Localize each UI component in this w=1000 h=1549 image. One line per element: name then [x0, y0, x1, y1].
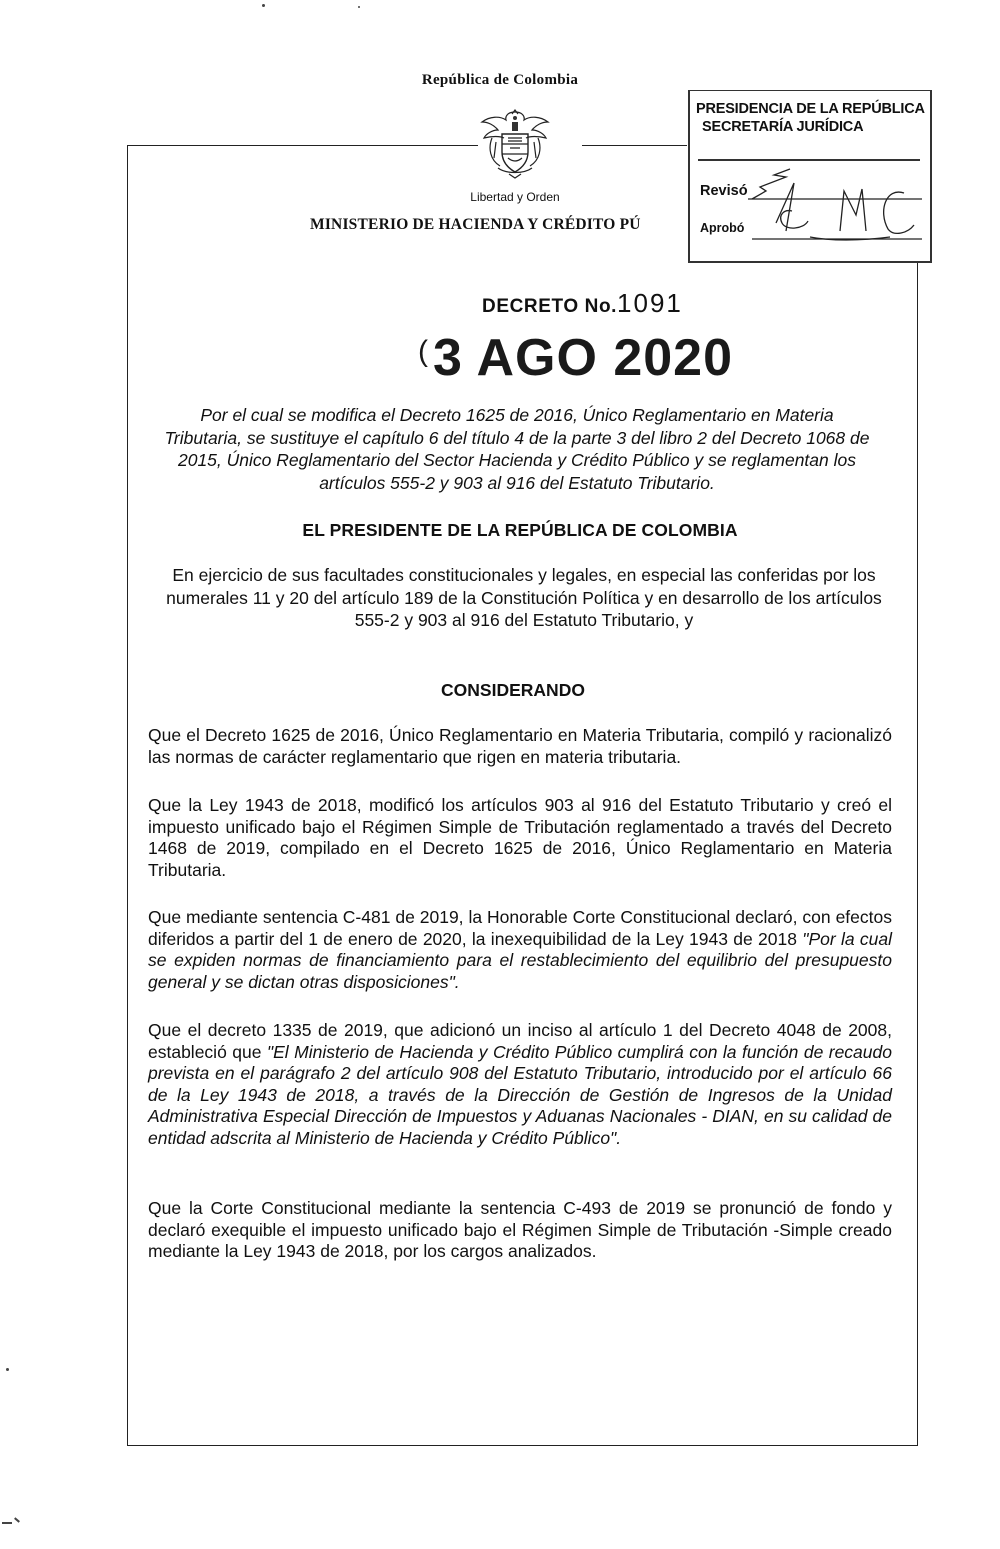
president-heading: EL PRESIDENTE DE LA REPÚBLICA DE COLOMBIA — [302, 520, 738, 540]
ministry-title: MINISTERIO DE HACIENDA Y CRÉDITO PÚ — [310, 216, 641, 233]
motto: Libertad y Orden — [470, 190, 560, 204]
header-republica: República de Colombia — [421, 72, 579, 88]
stamp-reviso-label: Revisó — [700, 183, 748, 199]
considering-paragraph-3 — [148, 907, 892, 993]
considering-heading: CONSIDERANDO — [441, 680, 585, 700]
scan-speck — [358, 6, 360, 8]
considering-paragraph-4 — [148, 1020, 892, 1149]
paragraph-3-text: Que mediante sentencia C-481 de 2019, la Honorable Corte Constitucional declaró, con efectos diferidos a partir del 1 de enero de 2020, la inexequibilidad de la Ley 1943 de 2018 — [148, 907, 892, 949]
decree-number — [482, 288, 683, 319]
scan-speck — [2, 1522, 12, 1524]
decree-label: DECRETO No. — [482, 296, 618, 317]
decree-date-stamp — [418, 328, 733, 388]
scan-speck — [14, 1517, 20, 1522]
stamp-aprobo-label: Aprobó — [700, 221, 745, 235]
scan-speck — [262, 4, 265, 7]
decree-number-value: 1091 — [617, 288, 683, 318]
considering-paragraph-2: Que la Ley 1943 de 2018, modificó los artículos 903 al 916 del Estatuto Tributario y creó el impuesto unificado bajo el Régimen Simple de Tributación reglamentado a través del Decreto 1468 de 2019, compilado en el Decreto 1625 de 2016, Único Reglamentario en Materia Tributaria. — [148, 795, 892, 880]
date-paren: ( — [418, 335, 429, 368]
paragraph-4-quote: "El Ministerio de Hacienda y Crédito Público cumplirá con la función de recaudo prevista en el parágrafo 2 del artículo 908 del Estatuto Tributario, introducido por el artículo 66 de la Ley 1943 de 2018, a través de la Dirección de Gestión de Ingresos de la Unidad Administrativa Especial Dirección de Impuestos y Aduanas Nacionales - DIAN, en su calidad de entidad adscrita al Ministerio de Hacienda y Crédito Público". — [148, 1041, 892, 1148]
exercise-clause: En ejercicio de sus facultades constitucionales y legales, en especial las conferidas por los numerales 11 y 20 del artículo 189 de la Constitución Política y en desarrollo de los artículos 555-2 y 903 al 916 del Estatuto Tributario, y — [166, 565, 882, 630]
stamp-secretaria-label: SECRETARÍA JURÍDICA — [702, 119, 864, 135]
paragraph-4-text: Que el decreto 1335 de 2019, que adicionó un inciso al artículo 1 del Decreto 4048 de 2008, estableció que — [148, 1020, 892, 1062]
presidency-stamp — [688, 90, 932, 263]
decree-date: 3 AGO 2020 — [433, 329, 734, 387]
stamp-presidency-label: PRESIDENCIA DE LA REPÚBLICA — [696, 101, 925, 117]
scan-speck — [6, 1368, 9, 1371]
considering-paragraph-5: Que la Corte Constitucional mediante la sentencia C-493 de 2019 se pronunció de fondo y declaró exequible el impuesto unificado bajo el Régimen Simple de Tributación -Simple creado mediante la Ley 1943 de 2018, por los cargos analizados. — [148, 1198, 892, 1261]
decree-epigraph: Por el cual se modifica el Decreto 1625 de 2016, Único Reglamentario en Materia Tributaria, se sustituye el capítulo 6 del título 4 de la parte 3 del libro 2 del Decreto 1068 de 2015, Único Reglamentario del Sector Hacienda y Crédito Público y se reglamentan los artículos 555-2 y 903 al 916 del Estatuto Tributario. — [164, 405, 870, 493]
paragraph-3-quote: "Por la cual se expiden normas de financiamiento para el restablecimiento del equilibrio del presupuesto general y se dictan otras disposiciones". — [148, 928, 892, 992]
considering-paragraph-1: Que el Decreto 1625 de 2016, Único Reglamentario en Materia Tributaria, compiló y racionalizó las normas de carácter reglamentario que rigen en materia tributaria. — [148, 725, 892, 767]
stamp-signature-icon — [690, 91, 930, 261]
